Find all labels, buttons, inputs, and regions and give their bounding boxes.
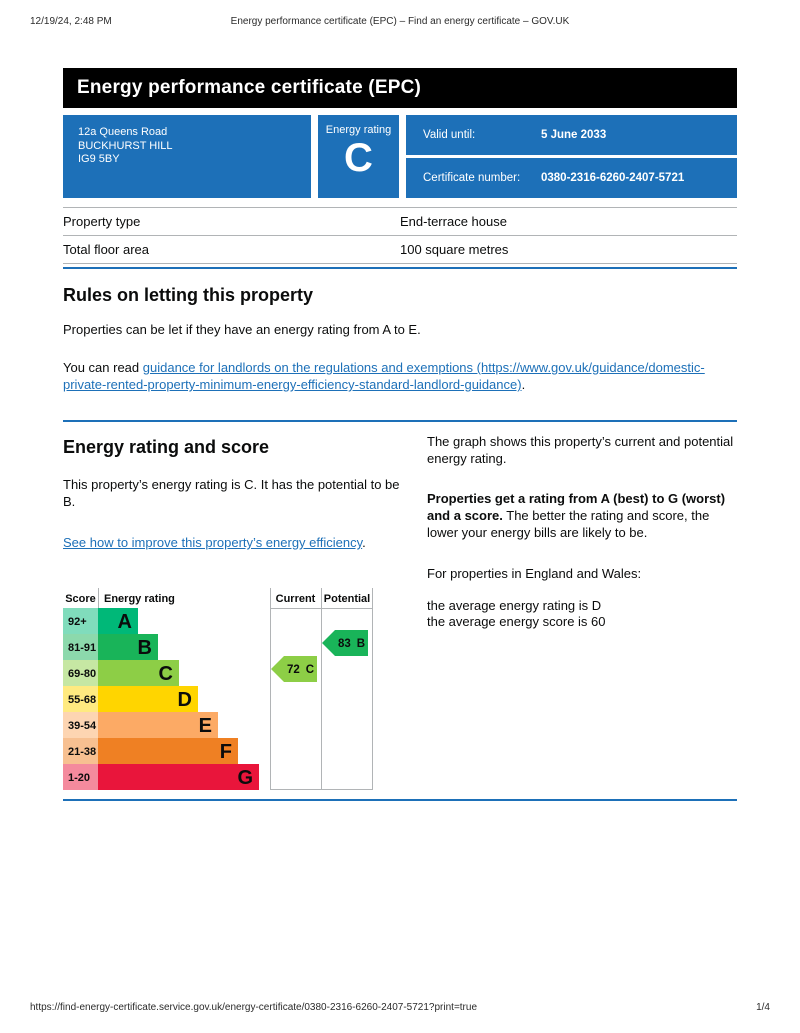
rating-score-section (63, 436, 408, 551)
band-D-letter: D (177, 689, 192, 711)
property-summary-table (63, 207, 737, 264)
band-C-letter: C (158, 663, 173, 685)
print-header (30, 16, 770, 30)
valid-until-label: Valid until: (423, 129, 476, 141)
chart-header-potential: Potential (323, 593, 371, 605)
band-G-range-label: 1-20 (68, 772, 91, 784)
table-cell-label: Property type (63, 208, 400, 236)
band-C-range-label: 69-80 (68, 668, 97, 680)
improve-para (63, 534, 408, 551)
rating-explanation-column (427, 433, 739, 629)
address-line-2: BUCKHURST HILL (78, 139, 173, 152)
band-A-range-label: 92+ (68, 616, 87, 628)
band-G-letter: G (237, 767, 253, 789)
epc-rating-chart (63, 588, 373, 790)
chart-header-score: Score (65, 593, 96, 605)
band-G-bar (98, 764, 259, 790)
table-row-property-type (63, 208, 737, 236)
certificate-banner (63, 68, 737, 108)
energy-rating-label: Energy rating (325, 124, 392, 136)
band-E-letter: E (198, 715, 212, 737)
band-E-range-label: 39-54 (68, 720, 97, 732)
validity-box (406, 115, 737, 198)
certificate-number-row (406, 158, 737, 198)
print-url: https://find-energy-certificate.service.gov.uk/energy-certificate/0380-2316-6260-2407-5721?print=true (30, 1002, 478, 1013)
potential-rating-arrow-label: 83 B (337, 638, 366, 650)
print-footer (30, 1002, 770, 1016)
band-A-letter: A (117, 611, 132, 633)
certificate-summary (63, 115, 737, 198)
certificate-number-value: 0380-2316-6260-2407-5721 (541, 172, 685, 184)
table-cell-value: 100 square metres (400, 236, 737, 264)
energy-rating-value: C (344, 136, 373, 180)
page-number: 1/4 (756, 1002, 770, 1013)
property-address (63, 115, 311, 198)
letting-heading: Rules on letting this property (63, 285, 314, 305)
print-page-title: Energy performance certificate (EPC) – Find an energy certificate – GOV.UK (230, 16, 570, 27)
chart-header-current: Current (275, 593, 316, 605)
valid-until-value: 5 June 2033 (541, 129, 607, 141)
rating-explainer-bold: Properties get a rating from A (best) to G (worst) and a score. (427, 491, 726, 523)
epc-chart-svg (63, 588, 373, 790)
potential-rating-arrow (322, 630, 368, 656)
landlord-guidance-link[interactable]: guidance for landlords on the regulations and exemptions (https://www.gov.uk/guidance/domestic-private-rented-property-minimum-energy-efficiency-standard-landlord-guidance) (63, 360, 705, 392)
chart-header-rating: Energy rating (104, 593, 175, 605)
page-title: Energy performance certificate (EPC) (77, 77, 422, 98)
rating-summary-para: This property’s energy rating is C. It has the potential to be B. (63, 477, 400, 509)
table-row-floor-area (63, 236, 737, 264)
rating-explainer-rest: The better the rating and score, the lower your energy bills are likely to be. (427, 508, 710, 540)
band-F-letter: F (219, 741, 232, 763)
band-D-range-label: 55-68 (68, 694, 97, 706)
section-divider (63, 799, 737, 801)
energy-rating-box (318, 115, 399, 198)
current-rating-arrow (271, 656, 317, 682)
improve-efficiency-link[interactable]: See how to improve this property’s energy efficiency (63, 535, 363, 550)
print-date: 12/19/24, 2:48 PM (30, 16, 112, 27)
letting-section (63, 284, 737, 393)
average-score-line: the average energy score is 60 (427, 613, 606, 629)
band-F-bar (98, 738, 238, 764)
band-B-letter: B (137, 637, 152, 659)
valid-until-row (406, 115, 737, 158)
current-rating-arrow-label: 72 C (286, 664, 315, 676)
table-cell-value: End-terrace house (400, 208, 737, 236)
section-divider (63, 420, 737, 422)
section-divider (63, 267, 737, 269)
letting-para: Properties can be let if they have an energy rating from A to E. (63, 322, 421, 337)
average-rating-line: the average energy rating is D (427, 598, 602, 613)
address-line-3: IG9 5BY (78, 153, 120, 165)
table-cell-label: Total floor area (63, 236, 400, 264)
improve-suffix: . (362, 535, 366, 550)
letting-guidance-suffix: . (521, 377, 526, 392)
address-line-1: 12a Queens Road (78, 126, 168, 138)
certificate-number-label: Certificate number: (423, 172, 521, 184)
rating-explainer-para (427, 490, 739, 541)
letting-guidance-para (63, 359, 737, 393)
england-wales-para: For properties in England and Wales: (427, 566, 642, 581)
letting-guidance-prefix: You can read (63, 360, 143, 375)
rating-score-heading: Energy rating and score (63, 437, 270, 457)
band-F-range-label: 21-38 (68, 746, 97, 758)
graph-description-para: The graph shows this property’s current and potential energy rating. (427, 434, 734, 466)
band-B-range-label: 81-91 (68, 642, 97, 654)
